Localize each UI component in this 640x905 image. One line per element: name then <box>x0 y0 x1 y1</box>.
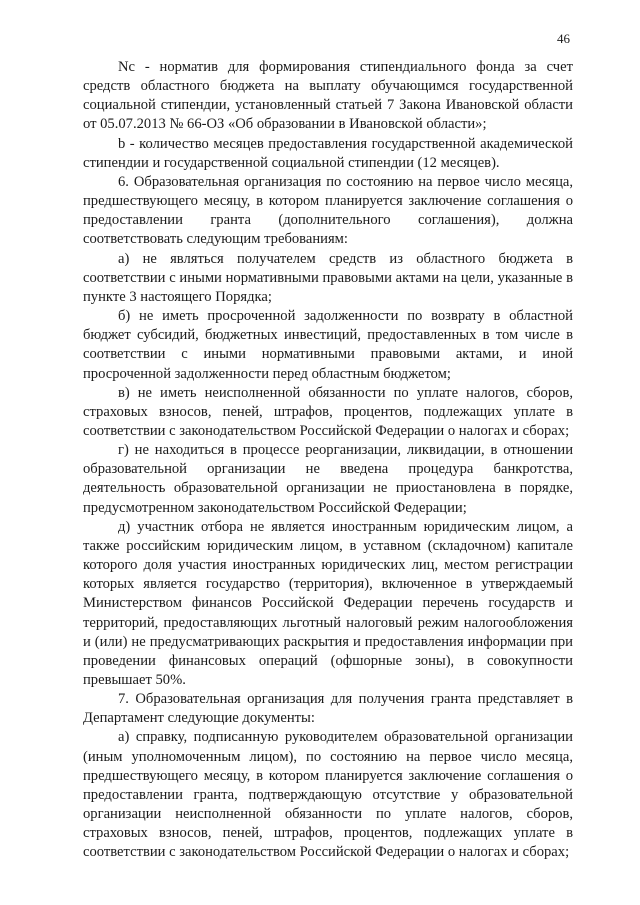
paragraph-b-definition: b - количество месяцев предоставления государственной академической стипендии и государственной социальной стипендии (12 месяцев). <box>83 135 573 171</box>
paragraph-item-7a: а) справку, подписанную руководителем образовательной организации (иным уполномоченным лицом), по состоянию на первое число месяца, предшествующего месяцу, в котором планируется заключение соглашения о предоставлении гранта, подтверждающую отсутствие у образовательной организации неисполненной обязанности по уплате налогов, сборов, страховых взносов, пеней, штрафов, процентов, подлежащих уплате в соответствии с законодательством Российской Федерации о налогах и сборах; <box>83 729 573 861</box>
paragraph-item-6v: в) не иметь неисполненной обязанности по уплате налогов, сборов, страховых взносов, пеней, штрафов, процентов, подлежащих уплате в соответствии с законодательством Российской Федерации о налогах и сборах; <box>83 384 573 439</box>
paragraph-item-6b: б) не иметь просроченной задолженности по возврату в областной бюджет субсидий, бюджетных инвестиций, предоставленных в том числе в соответствии с иными нормативными правовыми актами, и иной просроченной задолженности перед областным бюджетом; <box>83 308 573 382</box>
paragraph-item-6: 6. Образовательная организация по состоянию на первое число месяца, предшествующего месяцу, в котором планируется заключение соглашения о предоставлении гранта (дополнительного соглашения), должна соответствовать следующим требованиям: <box>83 173 573 248</box>
paragraph-nc-definition: Nc - норматив для формирования стипендиального фонда за счет средств областного бюджета на выплату обучающимся государственной социальной стипендии, установленный статьей 7 Закона Ивановской области от 05.07.2013 № 66-ОЗ «Об образовании в Ивановской области»; <box>83 59 573 133</box>
paragraph-item-6a: а) не являться получателем средств из областного бюджета в соответствии с иными нормативными правовыми актами на цели, указанные в пункте 3 настоящего Порядка; <box>83 250 573 305</box>
page-number: 46 <box>557 31 570 46</box>
paragraph-item-7: 7. Образовательная организация для получения гранта представляет в Департамент следующие документы: <box>83 691 573 727</box>
document-body <box>83 58 573 863</box>
paragraph-item-6d: д) участник отбора не является иностранным юридическим лицом, а также российским юридическим лицом, в уставном (складочном) капитале которого доля участия иностранных юридических лиц, местом регистрации которых является государство (территория), включенное в утверждаемый Министерством финансов Российской Федерации перечень государств и территорий, предоставляющих льготный налоговый режим налогообложения и (или) не предусматривающих раскрытия и предоставления информации при проведении финансовых операций (офшорные зоны), в совокупности превышает 50%. <box>83 518 573 688</box>
paragraph-item-6g: г) не находиться в процессе реорганизации, ликвидации, в отношении образовательной организации не введена процедура банкротства, деятельность образовательной организации не приостановлена в порядке, предусмотренном законодательством Российской Федерации; <box>83 442 573 516</box>
